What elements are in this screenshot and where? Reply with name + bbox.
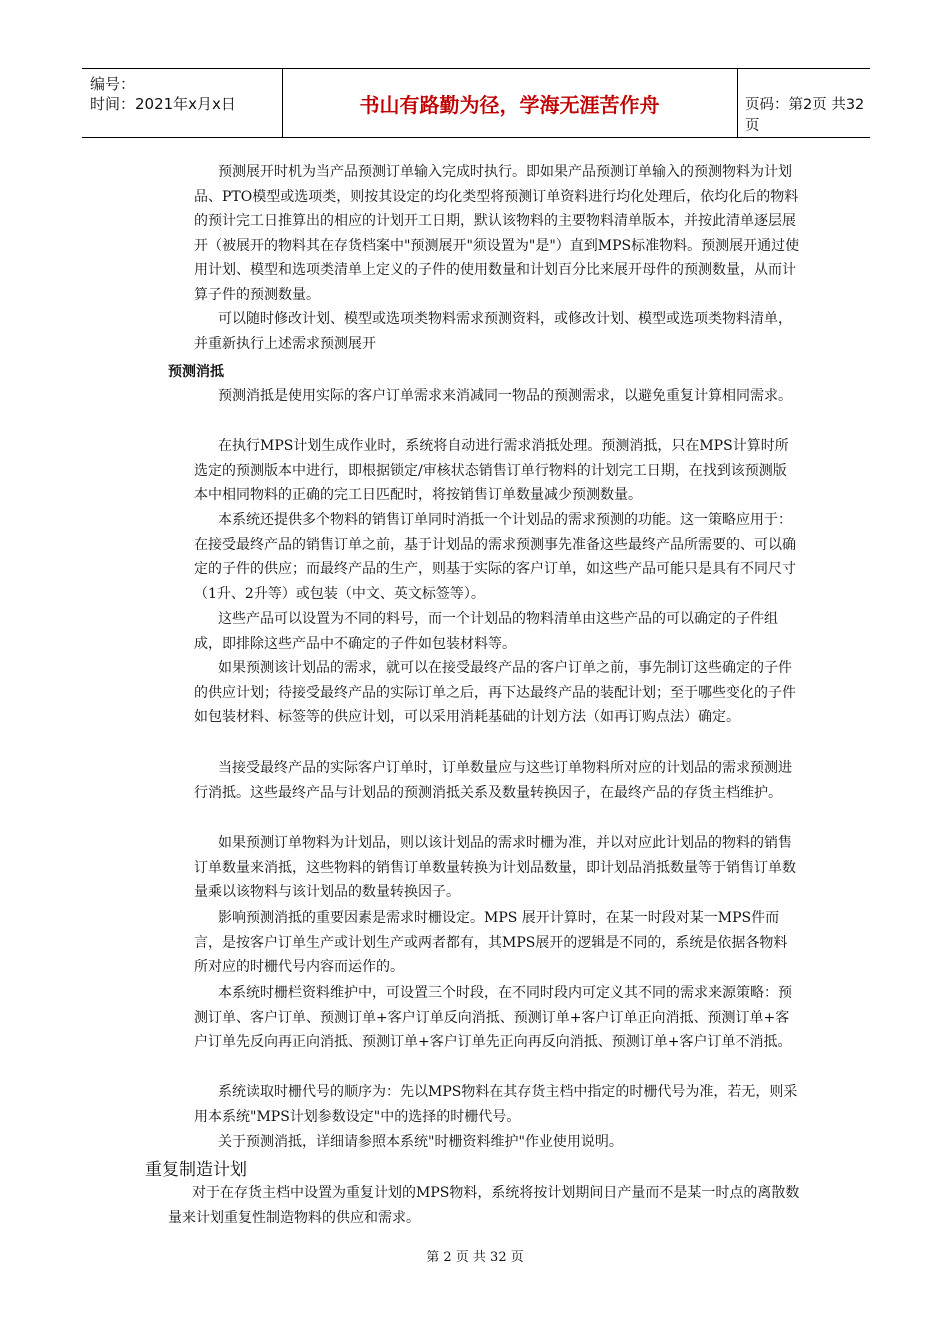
paragraph: 本系统还提供多个物料的销售订单同时消抵一个计划品的需求预测的功能。这一策略应用于：在接受最终产品的销售订单之前，基于计划品的需求预测事先准备这些最终产品所需要的、可以确定的子件的供应；而最终产品的生产，则基于实际的客户订单，如这些产品可能只是具有不同尺寸（1升、2升等）或包装（中文、英文标签等）。: [194, 512, 796, 602]
header-page-number: 页码：第2页 共32页: [745, 97, 865, 134]
page-header: [82, 68, 870, 138]
paragraph: 这些产品可以设置为不同的料号，而一个计划品的物料清单由这些产品的可以确定的子件组成，即排除这些产品中不确定的子件如包装材料等。: [194, 611, 778, 652]
header-left-cell: [82, 69, 283, 137]
paragraph: 如果预测该计划品的需求，就可以在接受最终产品的客户订单之前，事先制订这些确定的子件的供应计划；待接受最终产品的实际订单之后，再下达最终产品的装配计划；至于哪些变化的子件如包装材料、标签等的供应计划，可以采用消耗基础的计划方法（如再订购点法）确定。: [194, 660, 796, 725]
paragraph: 本系统时栅栏资料维护中，可设置三个时段，在不同时段内可定义其不同的需求来源策略：预测订单、客户订单、预测订单+客户订单反向消抵、预测订单+客户订单正向消抵、预测订单+客户订单先反向再正向消抵、预测订单+客户订单先正向再反向消抵、预测订单+客户订单不消抵。: [194, 985, 792, 1050]
paragraph: 关于预测消抵，详细请参照本系统"时栅资料维护"作业使用说明。: [218, 1134, 623, 1150]
paragraph: 可以随时修改计划、模型或选项类物料需求预测资料，或修改计划、模型或选项类物料清单，并重新执行上述需求预测展开: [194, 311, 792, 352]
header-page-cell: [737, 69, 870, 137]
paragraph: 系统读取时栅代号的顺序为：先以MPS物料在其存货主档中指定的时栅代号为准，若无，则采用本系统"MPS计划参数设定"中的选择的时栅代号。: [194, 1084, 798, 1125]
paragraph: 影响预测消抵的重要因素是需求时栅设定。MPS 展开计算时，在某一时段对某一MPS件而言，是按客户订单生产或计划生产或两者都有，其MPS展开的逻辑是不同的，系统是依据各物料所对应的时栅代号内容而运作的。: [194, 910, 788, 975]
document-date-label: 时间：2021年x月x日: [90, 95, 236, 113]
document-number-label: 编号：: [90, 75, 136, 93]
page-footer: 第 2 页 共 32 页: [426, 1250, 524, 1265]
paragraph: 预测消抵是使用实际的客户订单需求来消减同一物品的预测需求，以避免重复计算相同需求。: [218, 388, 792, 404]
paragraph: 当接受最终产品的实际客户订单时，订单数量应与这些订单物料所对应的计划品的需求预测进行消抵。这些最终产品与计划品的预测消抵关系及数量转换因子，在最终产品的存货主档维护。: [194, 760, 792, 801]
paragraph: 如果预测订单物料为计划品，则以该计划品的需求时栅为准，并以对应此计划品的物料的销售订单数量来消抵，这些物料的销售订单数量转换为计划品数量，即计划品消抵数量等于销售订单数量乘以该物料与该计划品的数量转换因子。: [194, 835, 796, 900]
section-heading: 重复制造计划: [145, 1160, 247, 1180]
paragraph: 预测展开时机为当产品预测订单输入完成时执行。即如果产品预测订单输入的预测物料为计划品、PTO模型或选项类，则按其设定的均化类型将预测订单资料进行均化处理后，依均化后的物料的预计完工日推算出的相应的计划开工日期，默认该物料的主要物料清单版本，并按此清单逐层展开（被展开的物料其在存货档案中"预测展开"须设置为"是"）直到MPS标准物料。预测展开通过使用计划、模型和选项类清单上定义的子件的使用数量和计划百分比来展开母件的预测数量，从而计算子件的预测数量。: [194, 164, 800, 303]
section-heading: 预测消抵: [168, 364, 224, 380]
paragraph: 在执行MPS计划生成作业时，系统将自动进行需求消抵处理。预测消抵，只在MPS计算时所选定的预测版本中进行，即根据锁定/审核状态销售订单行物料的计划完工日期，在找到该预测版本中相同物料的正确的完工日匹配时，将按销售订单数量减少预测数量。: [194, 438, 789, 503]
header-motto: 书山有路勤为径，学海无涯苦作舟: [359, 93, 660, 117]
paragraph: 对于在存货主档中设置为重复计划的MPS物料，系统将按计划期间日产量而不是某一时点的离散数量来计划重复性制造物料的供应和需求。: [168, 1185, 800, 1226]
header-motto-cell: [282, 69, 738, 137]
